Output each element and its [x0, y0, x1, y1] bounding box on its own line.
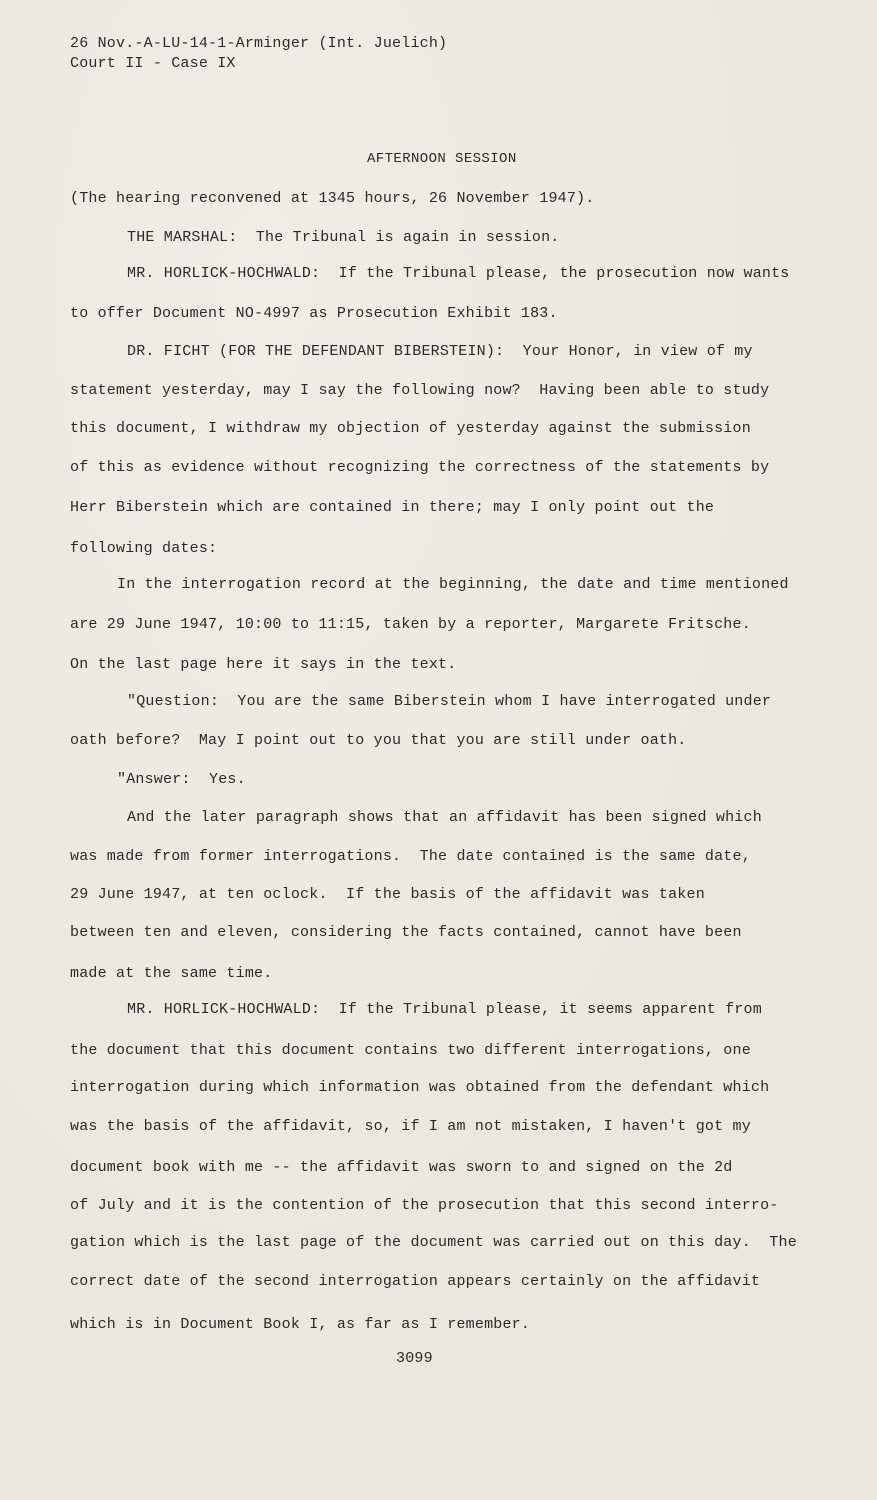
text-line: THE MARSHAL: The Tribunal is again in session.	[127, 229, 560, 246]
text-line: was made from former interrogations. The date contained is the same date,	[70, 848, 751, 865]
text-line: which is in Document Book I, as far as I remember.	[70, 1316, 531, 1333]
text-line: was the basis of the affidavit, so, if I am not mistaken, I haven't got my	[70, 1118, 751, 1135]
text-line: MR. HORLICK-HOCHWALD: If the Tribunal please, the prosecution now wants	[127, 265, 790, 282]
text-line: document book with me -- the affidavit was sworn to and signed on the 2d	[70, 1159, 733, 1176]
text-line: DR. FICHT (FOR THE DEFENDANT BIBERSTEIN): Your Honor, in view of my	[127, 343, 753, 360]
header-line-2: Court II - Case IX	[70, 55, 236, 72]
text-line: the document that this document contains two different interrogations, one	[70, 1042, 751, 1059]
text-line: "Answer: Yes.	[117, 771, 246, 788]
header-line-1: 26 Nov.-A-LU-14-1-Arminger (Int. Juelich)	[70, 35, 448, 52]
text-line: On the last page here it says in the text.	[70, 656, 457, 673]
text-line: interrogation during which information was obtained from the defendant which	[70, 1079, 770, 1096]
text-line: (The hearing reconvened at 1345 hours, 26 November 1947).	[70, 190, 595, 207]
text-line: gation which is the last page of the document was carried out on this day. The	[70, 1234, 797, 1251]
text-line: to offer Document NO-4997 as Prosecution Exhibit 183.	[70, 305, 558, 322]
text-line: this document, I withdraw my objection of yesterday against the submission	[70, 420, 751, 437]
text-line: are 29 June 1947, 10:00 to 11:15, taken by a reporter, Margarete Fritsche.	[70, 616, 751, 633]
text-line: oath before? May I point out to you that you are still under oath.	[70, 732, 687, 749]
text-line: statement yesterday, may I say the following now? Having been able to study	[70, 382, 770, 399]
text-line: "Question: You are the same Biberstein whom I have interrogated under	[127, 693, 772, 710]
text-line: And the later paragraph shows that an affidavit has been signed which	[127, 809, 762, 826]
text-line: MR. HORLICK-HOCHWALD: If the Tribunal please, it seems apparent from	[127, 1001, 762, 1018]
session-title: AFTERNOON SESSION	[367, 151, 517, 167]
text-line: 29 June 1947, at ten oclock. If the basis of the affidavit was taken	[70, 886, 705, 903]
text-line: In the interrogation record at the beginning, the date and time mentioned	[117, 576, 789, 593]
text-line: correct date of the second interrogation appears certainly on the affidavit	[70, 1273, 761, 1290]
text-line: between ten and eleven, considering the facts contained, cannot have been	[70, 924, 742, 941]
text-line: Herr Biberstein which are contained in there; may I only point out the	[70, 499, 715, 516]
text-line: of July and it is the contention of the prosecution that this second interro-	[70, 1197, 779, 1214]
text-line: of this as evidence without recognizing the correctness of the statements by	[70, 459, 770, 476]
text-line: made at the same time.	[70, 965, 273, 982]
text-line: following dates:	[70, 540, 218, 557]
page-number: 3099	[396, 1350, 433, 1367]
